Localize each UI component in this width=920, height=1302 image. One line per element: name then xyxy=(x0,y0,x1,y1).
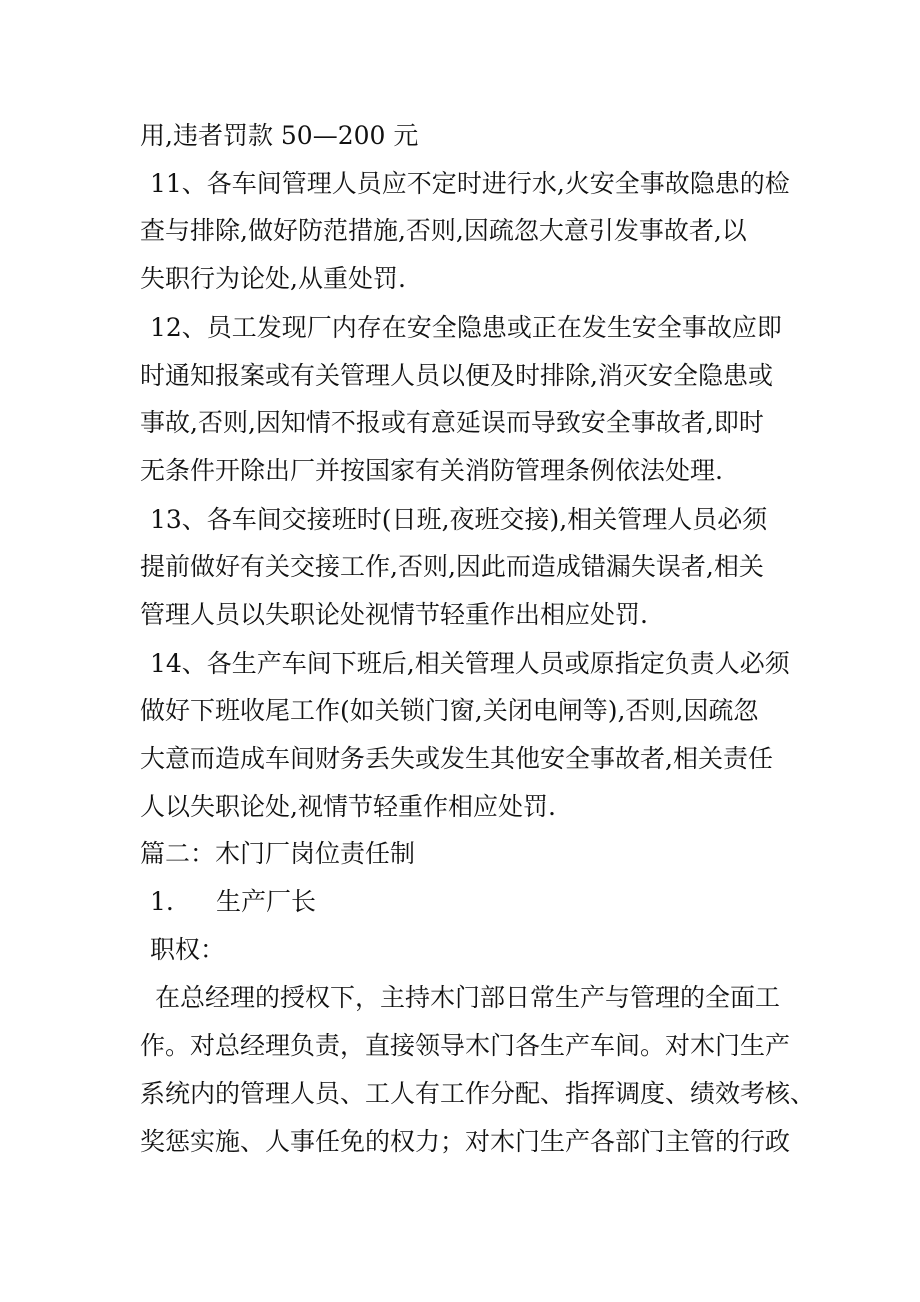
paragraph-line-4: 奖惩实施、人事任免的权力；对木门生产各部门主管的行政 xyxy=(140,1127,791,1156)
item-1-number: 1. xyxy=(150,887,174,916)
paragraph-line-2: 作。对总经理负责，直接领导木门各生产车间。对木门生产 xyxy=(140,1031,791,1060)
section-heading: 篇二：木门厂岗位责任制 xyxy=(140,839,416,868)
clause-13-line-1: 13、各车间交接班时(日班,夜班交接),相关管理人员必须 xyxy=(150,505,768,534)
paragraph-line-3: 系统内的管理人员、工人有工作分配、指挥调度、绩效考核、 xyxy=(140,1079,816,1108)
clause-12-line-3: 事故,否则,因知情不报或有意延误而导致安全事故者,即时 xyxy=(140,408,764,437)
text-line: 用,违者罚款 50—200 元 xyxy=(140,121,419,150)
clause-11-line-2: 查与排除,做好防范措施,否则,因疏忽大意引发事故者,以 xyxy=(140,216,747,245)
clause-12-line-1: 12、员工发现厂内存在安全隐患或正在发生安全事故应即 xyxy=(150,313,782,342)
item-1-title: 生产厂长 xyxy=(216,887,317,916)
clause-11-line-1: 11、各车间管理人员应不定时进行水,火安全事故隐患的检 xyxy=(150,169,790,198)
clause-14-line-1: 14、各生产车间下班后,相关管理人员或原指定负责人必须 xyxy=(150,649,790,678)
clause-11-line-3: 失职行为论处,从重处罚. xyxy=(140,264,406,293)
clause-13-line-2: 提前做好有关交接工作,否则,因此而造成错漏失误者,相关 xyxy=(140,552,764,581)
item-1-heading xyxy=(150,884,316,920)
clause-14-line-2: 做好下班收尾工作(如关锁门窗,关闭电闸等),否则,因疏忽 xyxy=(140,696,759,725)
paragraph-line-1: 在总经理的授权下，主持木门部日常生产与管理的全面工 xyxy=(155,983,781,1012)
clause-13-line-3: 管理人员以失职论处视情节轻重作出相应处罚. xyxy=(140,600,648,629)
clause-14-line-3: 大意而造成车间财务丢失或发生其他安全事故者,相关责任 xyxy=(140,744,773,773)
authority-label: 职权： xyxy=(150,935,226,964)
clause-12-line-4: 无条件开除出厂并按国家有关消防管理条例依法处理. xyxy=(140,456,723,485)
clause-12-line-2: 时通知报案或有关管理人员以便及时排除,消灭安全隐患或 xyxy=(140,361,773,390)
clause-14-line-4: 人以失职论处,视情节轻重作相应处罚. xyxy=(140,792,556,821)
